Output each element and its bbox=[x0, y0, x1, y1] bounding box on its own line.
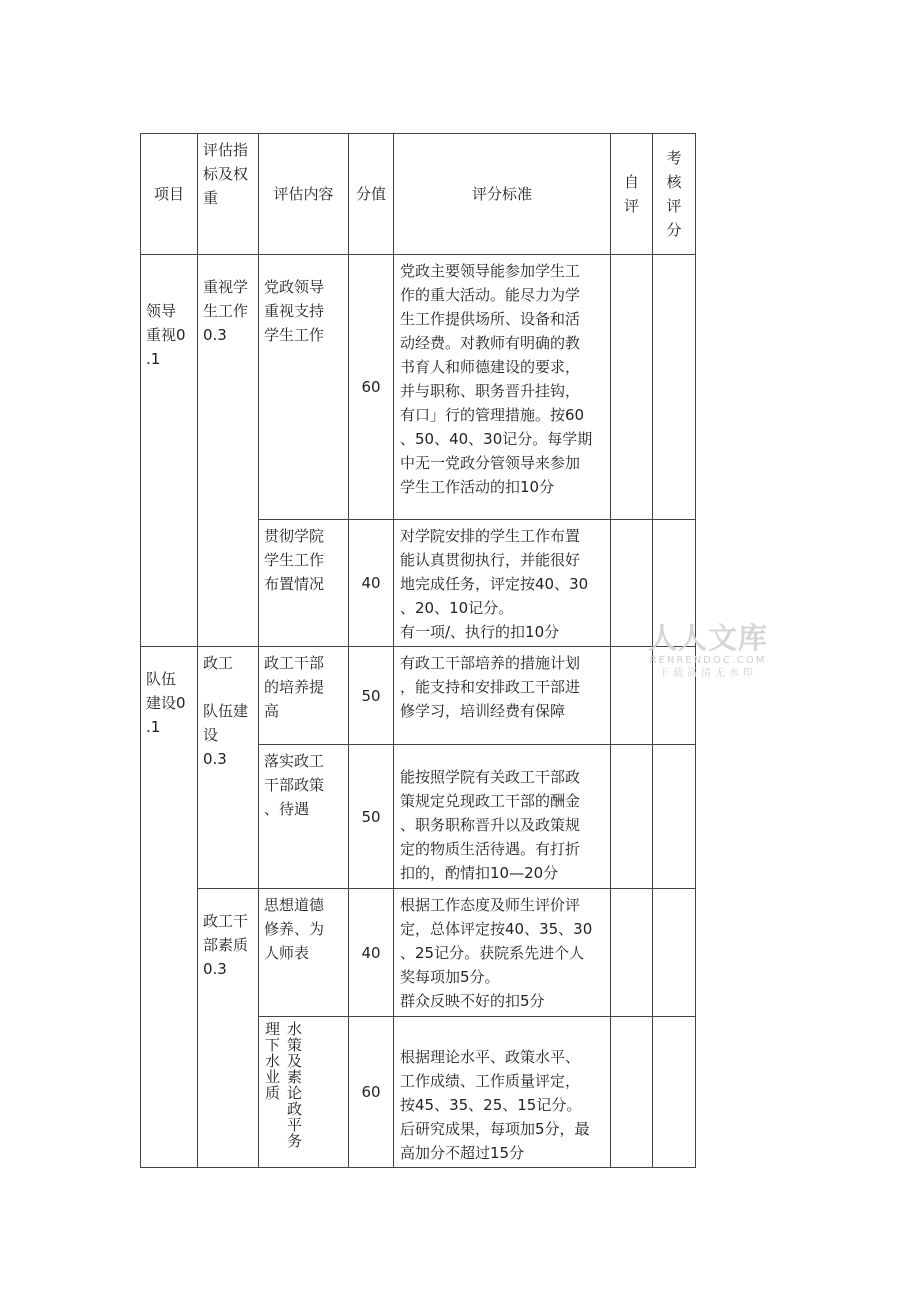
header-score: 分值 bbox=[349, 134, 394, 255]
criteria-cell: 有政工干部培养的措施计划 ，能支持和安排政工干部进 修学习，培训经费有保障 bbox=[394, 647, 611, 745]
table-row bbox=[141, 647, 696, 745]
header-content: 评估内容 bbox=[259, 134, 349, 255]
assess-score-cell bbox=[653, 1017, 696, 1168]
content-cell: 水策及素论政平务 理下水业质 bbox=[259, 1017, 349, 1168]
score-cell: 50 bbox=[349, 647, 394, 745]
score-cell: 40 bbox=[349, 520, 394, 647]
watermark-site: RENRENDOC.COM bbox=[649, 655, 767, 666]
content-cell: 党政领导 重视支持 学生工作 bbox=[259, 255, 349, 520]
table-row bbox=[141, 889, 696, 1017]
watermark-logo bbox=[648, 622, 768, 681]
content-cell: 政工干部 的培养提 高 bbox=[259, 647, 349, 745]
content-cell: 贯彻学院 学生工作 布置情况 bbox=[259, 520, 349, 647]
header-project: 项目 bbox=[141, 134, 198, 255]
project-cell: 领导 重视0 .1 bbox=[141, 255, 198, 647]
self-eval-cell bbox=[611, 745, 653, 889]
header-indicator: 评估指 标及权 重 bbox=[198, 134, 259, 255]
table-row bbox=[141, 255, 696, 520]
score-cell: 60 bbox=[349, 255, 394, 520]
assess-score-cell bbox=[653, 889, 696, 1017]
score-cell: 50 bbox=[349, 745, 394, 889]
self-eval-cell bbox=[611, 647, 653, 745]
project-cell: 队伍 建设0 .1 bbox=[141, 647, 198, 1168]
criteria-cell: 能按照学院有关政工干部政 策规定兑现政工干部的酬金 、职务职称晋升以及政策规 定的物质生活待遇。有打折 扣的，酌情扣10—20分 bbox=[394, 745, 611, 889]
criteria-cell: 对学院安排的学生工作布置 能认真贯彻执行，并能很好 地完成任务，评定按40、30 、20、10记分。 有一项/、执行的扣10分 bbox=[394, 520, 611, 647]
indicator-cell: 政工 队伍建 设 0.3 bbox=[198, 647, 259, 889]
self-eval-cell bbox=[611, 1017, 653, 1168]
header-row bbox=[141, 134, 696, 255]
score-cell: 40 bbox=[349, 889, 394, 1017]
self-eval-cell bbox=[611, 889, 653, 1017]
content-cell: 思想道德 修养、为 人师表 bbox=[259, 889, 349, 1017]
header-assess-score: 考 核 评 分 bbox=[653, 134, 696, 255]
header-self-eval: 自 评 bbox=[611, 134, 653, 255]
criteria-cell: 党政主要领导能参加学生工 作的重大活动。能尽力为学 生工作提供场所、设备和活 动经费。对教师有明确的教 书育人和师德建设的要求， 并与职称、职务晋升挂钩， 有口」行的管理措施。按60 、50、40、30记分。每学期 中无一党政分管领导来参加 学生工作活动的扣10分 bbox=[394, 255, 611, 520]
self-eval-cell bbox=[611, 520, 653, 647]
score-cell: 60 bbox=[349, 1017, 394, 1168]
watermark-title: 人人文库 bbox=[648, 621, 769, 655]
indicator-cell: 政工干 部素质 0.3 bbox=[198, 889, 259, 1168]
watermark-slogan: 下载高清无水印 bbox=[659, 668, 757, 679]
content-cell: 落实政工 干部政策 、待遇 bbox=[259, 745, 349, 889]
evaluation-table bbox=[140, 133, 696, 1168]
header-criteria: 评分标准 bbox=[394, 134, 611, 255]
indicator-cell: 重视学 生工作 0.3 bbox=[198, 255, 259, 647]
assess-score-cell bbox=[653, 255, 696, 520]
criteria-cell: 根据工作态度及师生评价评 定，总体评定按40、35、30 、25记分。获院系先进个人 奖每项加5分。 群众反映不好的扣5分 bbox=[394, 889, 611, 1017]
criteria-cell: 根据理论水平、政策水平、 工作成绩、工作质量评定， 按45、35、25、15记分。 后研究成果，每项加5分，最 高加分不超过15分 bbox=[394, 1017, 611, 1168]
self-eval-cell bbox=[611, 255, 653, 520]
assess-score-cell bbox=[653, 745, 696, 889]
